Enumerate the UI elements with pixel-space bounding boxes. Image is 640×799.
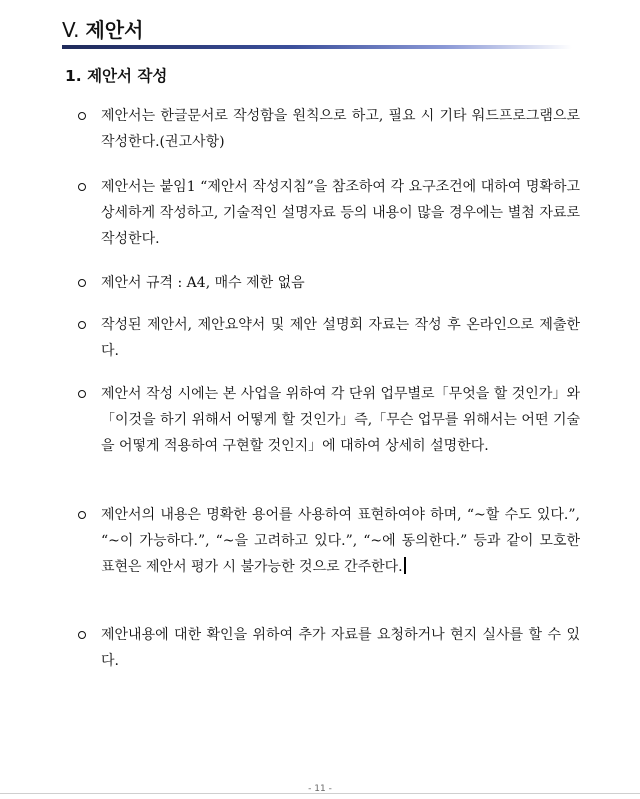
text-cursor [404, 557, 406, 574]
chapter-underline [62, 45, 572, 49]
bullet-circle-icon [78, 511, 86, 519]
item-text: 제안내용에 대한 확인을 위하여 추가 자료를 요청하거나 현지 실사를 할 수 있다. [101, 627, 580, 669]
bullet-circle-icon [78, 631, 86, 639]
item-text: 제안서 작성 시에는 본 사업을 위하여 각 단위 업무별로「무엇을 할 것인가」와「이것을 하기 위해서 어떻게 할 것인가」즉,「무슨 업무를 위해서는 어떤 기술을 어떻게 적용하여 구현할 것인지」에 대하여 상세히 설명한다. [101, 386, 580, 454]
bullet-circle-icon [78, 183, 86, 191]
item-text: 작성된 제안서, 제안요약서 및 제안 설명회 자료는 작성 후 온라인으로 제출한다. [101, 317, 580, 359]
item-text: 제안서는 붙임1 “제안서 작성지침”을 참조하여 각 요구조건에 대하여 명확하고 상세하게 작성하고, 기술적인 설명자료 등의 내용이 많을 경우에는 별첨 자료로 작성한다. [101, 179, 580, 247]
bullet-circle-icon [78, 112, 86, 120]
chapter-heading [62, 16, 143, 44]
chapter-title: 제안서 [85, 18, 144, 42]
item-text: 제안서 규격 : A4, 매수 제한 없음 [101, 275, 305, 291]
chapter-number: V. [62, 18, 80, 42]
bullet-circle-icon [78, 390, 86, 398]
page-number: - 11 - [308, 784, 332, 794]
item-text: 제안서는 한글문서로 작성함을 원칙으로 하고, 필요 시 기타 워드프로그램으로 작성한다.(권고사항) [101, 108, 580, 150]
bullet-circle-icon [78, 321, 86, 329]
section-title: 1. 제안서 작성 [65, 67, 168, 85]
item-text-content: 제안서의 내용은 명확한 용어를 사용하여 표현하여야 하며, “~할 수도 있다.”, “~이 가능하다.”, “~을 고려하고 있다.”, “~에 동의한다.” 등과 같이 모호한 표현은 제안서 평가 시 불가능한 것으로 간주한다. [101, 507, 580, 575]
item-text [101, 502, 580, 580]
bullet-circle-icon [78, 279, 86, 287]
